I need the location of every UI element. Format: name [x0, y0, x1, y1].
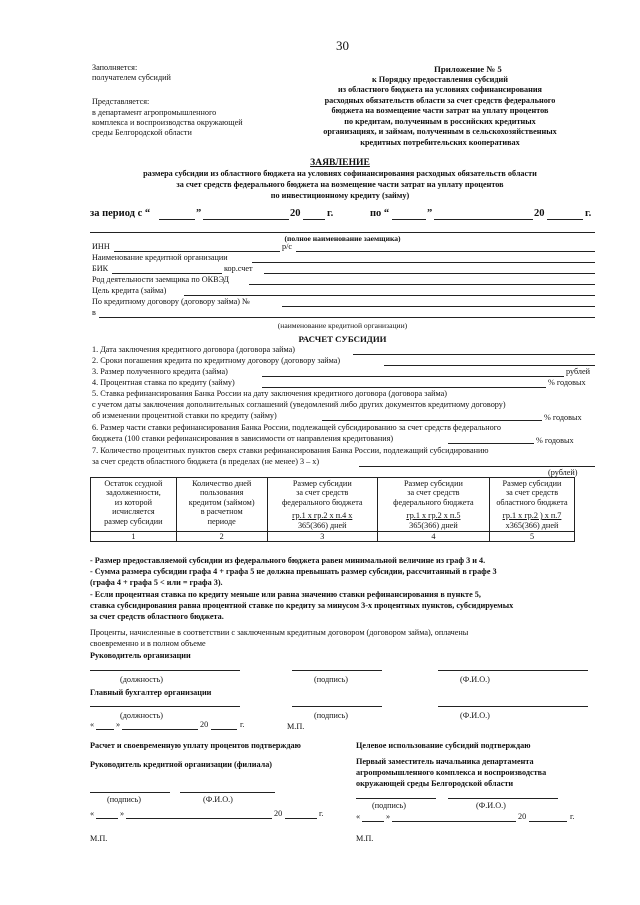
- table-header: Размер субсидии за счет средств областного бюджета гр.1 х гр.2 ) х п.7 х365(366) дней: [489, 478, 574, 532]
- appendix-title: Приложение № 5: [434, 64, 502, 74]
- date-close: »: [116, 720, 121, 729]
- calc-item: с учетом даты заключения дополнительных соглашений (уведомлений либо других документов кредитному договору): [92, 400, 506, 409]
- calc-field[interactable]: [359, 466, 595, 467]
- calc-item: 5. Ставка рефинансирования Банка России на дату заключения кредитного договора (договора займа): [92, 389, 447, 398]
- bik-field[interactable]: [112, 273, 222, 274]
- appendix-line: кредитных потребительских кооперативах: [360, 138, 520, 147]
- unit-pct: % годовых: [536, 436, 574, 445]
- korr-field[interactable]: [264, 273, 595, 274]
- bank-field[interactable]: [99, 317, 595, 318]
- calc-field[interactable]: [353, 354, 595, 355]
- confirm-target-label: Целевое использование субсидий подтверждаю: [356, 741, 531, 750]
- period-year-prefix: 20: [534, 208, 545, 219]
- subsidy-table: [90, 477, 575, 542]
- column-number: 3: [267, 532, 377, 542]
- purpose-label: Цель кредита (займа): [92, 286, 167, 295]
- fio-caption: (Ф.И.О.): [476, 801, 506, 810]
- fio-caption: (Ф.И.О.): [460, 675, 490, 684]
- period-quote: ”: [196, 208, 202, 219]
- table-header: Остаток ссудной задолженности, из которой исчисляется размер субсидии: [91, 478, 177, 532]
- borrower-name-line[interactable]: [90, 232, 595, 233]
- fio-field[interactable]: [180, 792, 275, 793]
- statement-subtitle: по инвестиционному кредиту (займу): [270, 191, 410, 200]
- paid-statement: Проценты, начисленные в соответствии с заключенным кредитным договором (договором займа), оплачены: [90, 628, 469, 637]
- bank-caption: (наименование кредитной организации): [277, 321, 408, 330]
- rs-field[interactable]: [296, 251, 595, 252]
- okved-label: Род деятельности заемщика по ОКВЭД: [92, 275, 229, 284]
- date-day-field[interactable]: [96, 818, 118, 819]
- date-year-prefix: 20: [274, 809, 283, 818]
- date-open: «: [90, 720, 95, 729]
- submitted-label: Представляется:: [92, 97, 150, 106]
- date-open: «: [90, 809, 95, 818]
- fio-caption: (Ф.И.О.): [203, 795, 233, 804]
- calc-field[interactable]: [384, 365, 595, 366]
- date-day-field[interactable]: [96, 729, 114, 730]
- date-day-field[interactable]: [362, 821, 384, 822]
- period-year-suffix: г.: [327, 208, 334, 219]
- calc-item: 7. Количество процентных пунктов сверх ставки рефинансирования Банка России, подлежащий субсидированию: [92, 446, 489, 455]
- period-year-suffix: г.: [585, 208, 592, 219]
- filled-by-value: получателем субсидий: [92, 73, 171, 82]
- signature-field[interactable]: [292, 670, 382, 671]
- note: - Размер предоставляемой субсидии из федерального бюджета равен минимальной величине из граф 3 и 4.: [90, 556, 486, 565]
- period-from-label: за период с “: [90, 208, 151, 219]
- fio-field[interactable]: [438, 706, 588, 707]
- period-quote: ”: [427, 208, 433, 219]
- unit-rub: рублей: [566, 367, 591, 376]
- position-field[interactable]: [90, 670, 240, 671]
- signature-caption: (подпись): [107, 795, 141, 804]
- date-year-field[interactable]: [529, 821, 567, 822]
- note: - Если процентная ставка по кредиту меньше или равна значению ставки рефинансирования в пункте 5,: [90, 590, 481, 599]
- table-header: Количество дней пользования кредитом (займом) в расчетном периоде: [176, 478, 267, 532]
- contract-label: По кредитному договору (договору займа) №: [92, 297, 250, 306]
- calc-field[interactable]: [262, 376, 564, 377]
- stamp-place: М.П.: [90, 834, 108, 843]
- deputy-line: агропромышленного комплекса и воспроизводства: [356, 768, 547, 777]
- unit-pct: % годовых: [548, 378, 586, 387]
- date-year-prefix: 20: [518, 812, 527, 821]
- submitted-line: среды Белгородской области: [92, 128, 192, 137]
- signature-caption: (подпись): [372, 801, 406, 810]
- statement-subtitle: размера субсидии из областного бюджета на условиях софинансирования расходных обязательств области: [143, 169, 537, 178]
- calc-field[interactable]: [262, 387, 546, 388]
- date-month-field[interactable]: [392, 821, 516, 822]
- period-year-prefix: 20: [290, 208, 301, 219]
- stamp-place: М.П.: [287, 722, 305, 731]
- appendix-line: организациях, и займам, полученным в сельскохозяйственных: [323, 127, 557, 136]
- signature-field[interactable]: [292, 706, 382, 707]
- date-close: »: [386, 812, 391, 821]
- note: за счет средств областного бюджета.: [90, 612, 224, 621]
- table-header: Размер субсидии за счет средств федерального бюджета гр.1 х гр.2 х п.5 365(366) дней: [377, 478, 489, 532]
- date-year-suffix: г.: [570, 812, 575, 821]
- date-year-prefix: 20: [200, 720, 209, 729]
- fio-caption: (Ф.И.О.): [460, 711, 490, 720]
- statement-subtitle: за счет средств федерального бюджета на возмещение части затрат на уплату процентов: [176, 180, 504, 189]
- statement-title: ЗАЯВЛЕНИЕ: [310, 157, 370, 168]
- chief-accountant-label: Главный бухгалтер организации: [90, 688, 212, 697]
- borrower-caption: (полное наименование заемщика): [284, 234, 401, 243]
- appendix-line: к Порядку предоставления субсидий: [372, 75, 508, 84]
- appendix-line: расходных обязательств области за счет средств федерального: [324, 96, 556, 105]
- date-close: »: [120, 809, 125, 818]
- calc-item: 2. Сроки погашения кредита по кредитному договору (договору займа): [92, 356, 341, 365]
- okved-field[interactable]: [249, 284, 595, 285]
- inn-field[interactable]: [114, 251, 280, 252]
- bank-name-label: Наименование кредитной организации: [92, 253, 228, 262]
- calc-item: 6. Размер части ставки рефинансирования Банка России, подлежащей субсидированию за счет средств федерального: [92, 423, 501, 432]
- rub-caption: (рублей): [548, 468, 578, 477]
- calc-item: за счет средств областного бюджета (в пределах (не менее) 3 – х): [92, 457, 320, 466]
- table-header: Размер субсидии за счет средств федерального бюджета гр.1 х гр.2 х п.4 х 365(366) дней: [267, 478, 377, 532]
- date-year-field[interactable]: [285, 818, 317, 819]
- column-number: 5: [489, 532, 574, 542]
- appendix-line: из областного бюджета на условиях софинансирования: [338, 85, 542, 94]
- deputy-line: окружающей среды Белгородской области: [356, 779, 514, 788]
- confirm-paid-label: Расчет и своевременную уплату процентов подтверждаю: [90, 741, 301, 750]
- stamp-place: М.П.: [356, 834, 374, 843]
- column-number: 1: [91, 532, 177, 542]
- position-caption: (должность): [120, 675, 163, 684]
- date-month-field[interactable]: [122, 729, 198, 730]
- in-label: в: [92, 308, 96, 317]
- purpose-field[interactable]: [184, 295, 595, 296]
- bank-name-field[interactable]: [252, 262, 595, 263]
- calc-item: 1. Дата заключения кредитного договора (договора займа): [92, 345, 295, 354]
- date-month-field[interactable]: [126, 818, 272, 819]
- calc-item: бюджета (100 ставки рефинансирования в зависимости от направления кредитования): [92, 434, 394, 443]
- calc-title: РАСЧЕТ СУБСИДИИ: [298, 334, 387, 344]
- submitted-line: в департамент агропромышленного: [92, 108, 217, 117]
- calc-field[interactable]: [322, 420, 542, 421]
- fio-field[interactable]: [438, 670, 588, 671]
- inn-label: ИНН: [92, 242, 110, 251]
- rs-label: р/с: [282, 242, 293, 251]
- date-year-suffix: г.: [240, 720, 245, 729]
- korr-label: кор.счет: [224, 264, 253, 273]
- contract-field[interactable]: [282, 306, 595, 307]
- period-to-label: по “: [370, 208, 390, 219]
- date-open: «: [356, 812, 361, 821]
- head-credit-org-label: Руководитель кредитной организации (филиала): [90, 760, 273, 769]
- submitted-line: комплекса и воспроизводства окружающей: [92, 118, 243, 127]
- calc-item: 4. Процентная ставка по кредиту (займу): [92, 378, 235, 387]
- appendix-line: бюджета на возмещение части затрат на уплату процентов: [331, 106, 549, 115]
- signature-caption: (подпись): [314, 675, 348, 684]
- filled-by-label: Заполняется:: [92, 63, 138, 72]
- bik-label: БИК: [92, 264, 109, 273]
- appendix-line: по кредитам, полученным в российских кредитных: [344, 117, 536, 126]
- note: - Сумма размера субсидии графа 4 + графа 5 не должна превышать размер субсидии, рассчитанный в графе 3: [90, 567, 497, 576]
- calc-field[interactable]: [448, 443, 534, 444]
- date-year-suffix: г.: [319, 809, 324, 818]
- column-number: 4: [377, 532, 489, 542]
- position-field[interactable]: [90, 706, 240, 707]
- calc-item: 3. Размер полученного кредита (займа): [92, 367, 228, 376]
- unit-pct: % годовых: [544, 413, 582, 422]
- date-year-field[interactable]: [211, 729, 237, 730]
- position-caption: (должность): [120, 711, 163, 720]
- signature-field[interactable]: [90, 792, 170, 793]
- calc-item: об изменении процентной ставки по кредиту (займу): [92, 411, 277, 420]
- note: (графа 4 + графа 5 < или = графа 3).: [90, 578, 223, 587]
- note: ставка субсидирования равна процентной ставке по кредиту за минусом 3-х процентных пунктов, субсидируемых: [90, 601, 514, 610]
- column-number: 2: [176, 532, 267, 542]
- deputy-line: Первый заместитель начальника департамента: [356, 757, 534, 766]
- head-org-label: Руководитель организации: [90, 651, 191, 660]
- page-number: 30: [336, 38, 349, 53]
- paid-statement: своевременно и в полном объеме: [90, 639, 206, 648]
- signature-caption: (подпись): [314, 711, 348, 720]
- signature-field[interactable]: [356, 798, 436, 799]
- fio-field[interactable]: [448, 798, 558, 799]
